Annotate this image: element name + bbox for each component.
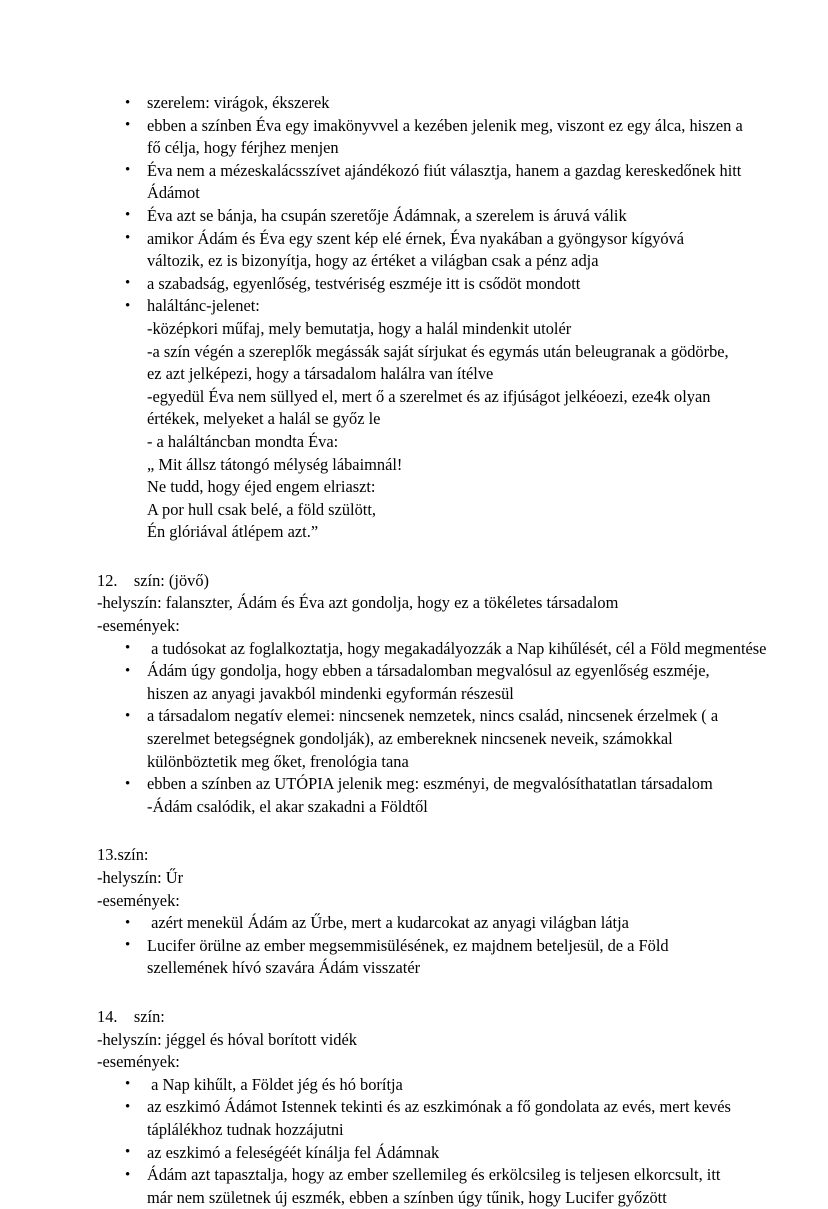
list-item: [97, 935, 744, 980]
list-item-text: az eszkimó Ádámot Istennek tekinti és az eszkimónak a fő gondolata az evés, mert kevés táplálékhoz tudnak hozzájutni: [147, 1097, 731, 1139]
list-item-text: Lucifer örülne az ember megsemmisülésének, ez majdnem beteljesül, de a Föld szellemének hívó szavára Ádám visszatér: [147, 935, 669, 978]
list-item: [97, 92, 744, 115]
list-item: [97, 1074, 744, 1097]
list-item-haltanc: [97, 295, 744, 544]
list-item: [97, 273, 744, 296]
list-item: [97, 1096, 744, 1141]
list-item: [97, 160, 744, 205]
list-item: [97, 1142, 744, 1165]
list-item: [97, 1164, 744, 1209]
haltanc-quote-line: Ne tudd, hogy éjed engem elriaszt:: [147, 477, 376, 497]
list-item-text: a Nap kihűlt, a Földet jég és hó borítja: [147, 1074, 403, 1094]
list-item-text: amikor Ádám és Éva egy szent kép elé érnek, Éva nyakában a gyöngysor kígyóvá változik, ez is bizonyítja, hogy az értéket a világban csak a pénz adja: [147, 228, 685, 271]
scene-14-section: [97, 1006, 744, 1209]
list-item-text: az eszkimó a feleségéét kínálja fel Ádámnak: [147, 1142, 440, 1162]
list-item-text: a társadalom negatív elemei: nincsenek nemzetek, nincs család, nincsenek érzelmek ( a szerelmet betegségnek gondolják), az embereknek nincsenek neveik, számokkal különböztetik meg őket, frenológia tana: [147, 706, 719, 771]
scene-12-location: -helyszín: falanszter, Ádám és Éva azt gondolja, hogy ez a tökéletes társadalom: [97, 593, 619, 613]
scene-14-bullet-list: [97, 1074, 744, 1209]
haltanc-line: -egyedül Éva nem süllyed el, mert ő a szerelmet és az ifjúságot jelkéoezi, eze4k olyan értékek, melyeket a halál se győz le: [147, 386, 711, 429]
list-item-text: • ebben a színben az UTÓPIA jelenik meg: eszményi, de megvalósíthatatlan társadalom: [147, 774, 713, 794]
scene-13-bullet-list: [97, 912, 744, 980]
list-item: [97, 205, 744, 228]
list-item-utopia: [97, 773, 744, 818]
scene-13-section: [97, 844, 744, 980]
scene-13-heading: 13.szín:: [97, 845, 149, 865]
document-body: [97, 92, 767, 1209]
list-item-text: a szabadság, egyenlőség, testvériség eszméje itt is csődöt mondott: [147, 273, 581, 293]
list-item-text: Éva nem a mézeskalácsszívet ajándékozó fiút választja, hanem a gazdag kereskedőnek hitt Ádámot: [147, 160, 742, 203]
scene-12-events-label: -események:: [97, 616, 180, 636]
haltanc-quote-line: „ Mit állsz tátongó mélység lábaimnál!: [147, 454, 403, 474]
haltanc-quote-line: A por hull csak belé, a föld szülött,: [147, 499, 376, 519]
haltanc-line: - a haláltáncban mondta Éva:: [147, 431, 339, 451]
list-item-text: Ádám azt tapasztalja, hogy az ember szellemileg és erkölcsileg is teljesen elkorcsult, itt már nem születnek új eszmék, ebben a színben úgy tűnik, hogy Lucifer győzött: [147, 1165, 721, 1207]
list-item: [97, 638, 767, 661]
scene-12-section: [97, 570, 767, 819]
haltanc-line: -középkori műfaj, mely bemutatja, hogy a halál mindenkit utolér: [147, 318, 572, 338]
list-item: [97, 115, 744, 160]
list-item: [97, 660, 744, 705]
scene-13-events-label: -események:: [97, 890, 180, 910]
list-item: [97, 705, 744, 773]
list-item-text: szerelem: virágok, ékszerek: [147, 93, 330, 112]
scene-12-heading: 12. szín: (jövő): [97, 570, 209, 590]
utopia-subline: -Ádám csalódik, el akar szakadni a Földtől: [147, 796, 428, 816]
scene-14-heading: 14. szín:: [97, 1006, 165, 1026]
list-item-text: Ádám úgy gondolja, hogy ebben a társadalomban megvalósul az egyenlőség eszméje, hiszen az anyagi javakból mindenki egyformán részesül: [147, 661, 710, 703]
haltanc-title: • haláltánc-jelenet:: [147, 296, 260, 316]
intro-bullet-list: [97, 92, 744, 544]
list-item-text: azért menekül Ádám az Űrbe, mert a kudarcokat az anyagi világban látja: [147, 913, 629, 933]
list-item: [97, 912, 744, 935]
haltanc-quote-line: Én glóriával átlépem azt.”: [147, 522, 319, 542]
list-item: [97, 228, 744, 273]
scene-12-bullet-list: [97, 638, 767, 819]
haltanc-line: -a szín végén a szereplők megássák saját sírjukat és egymás után beleugranak a gödörbe, ez azt jelképezi, hogy a társadalom halálra van ítélve: [147, 341, 729, 384]
scene-14-location: -helyszín: jéggel és hóval borított vidék: [97, 1029, 357, 1049]
list-item-text: ebben a színben Éva egy imakönyvvel a kezében jelenik meg, viszont ez egy álca, hiszen a fő célja, hogy férjhez menjen: [147, 115, 743, 158]
scene-13-location: -helyszín: Űr: [97, 868, 184, 887]
scene-14-events-label: -események:: [97, 1052, 180, 1072]
list-item-text: Éva azt se bánja, ha csupán szeretője Ádámnak, a szerelem is áruvá válik: [147, 205, 627, 225]
list-item-text: a tudósokat az foglalkoztatja, hogy megakadályozzák a Nap kihűlését, cél a Föld megmentése: [147, 638, 767, 658]
